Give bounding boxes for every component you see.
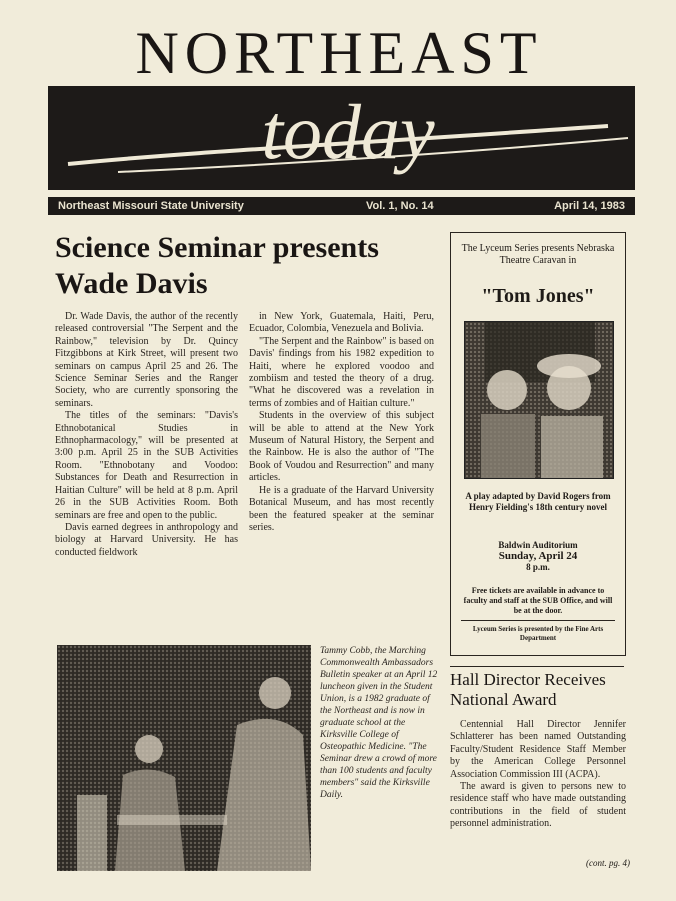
event-time: 8 p.m. xyxy=(526,562,550,572)
event-when xyxy=(461,540,615,573)
event-date: Sunday, April 24 xyxy=(498,550,578,562)
issue-date: April 14, 1983 xyxy=(554,200,625,212)
script-swoosh-graphic xyxy=(48,86,635,190)
lead-column-1 xyxy=(55,311,238,559)
lead-headline: Science Seminar presents Wade Davis xyxy=(55,231,379,300)
event-divider xyxy=(461,620,615,621)
speaker-photo-caption: Tammy Cobb, the Marching Commonwealth Ambassadors Bulletin speaker at an April 12 luncheon given in the Student Union, is a 1982 graduate of the Northeast and is now in graduate school at the Kirksville College of Osteopathic Medicine. "The Seminar drew a crowd of more than 100 students and faculty members" said the Kirksville Daily. xyxy=(320,646,438,800)
hall-story-body xyxy=(450,719,626,831)
lead-column-2 xyxy=(249,311,434,534)
lead-paragraph: The titles of the seminars: "Davis's Ethnobotanical Studies in Ethnopharmacology," will be presented at 3:00 p.m. April 25 in the SUB Activities Room. "Ethnobotany and Voodoo: Substances for Death and Resurrection in Haitian Culture" will be held at 8 p.m. April 26 in the SUB Activities Room. Both seminars are free and open to the public. xyxy=(55,410,238,521)
event-caption: A play adapted by David Rogers from Henry Fielding's 18th century novel xyxy=(465,491,611,512)
event-intro: The Lyceum Series presents Nebraska Theatre Caravan in xyxy=(461,243,615,266)
institution-name: Northeast Missouri State University xyxy=(58,200,244,212)
event-tickets: Free tickets are available in advance to faculty and staff at the SUB Office, and will be at the door. xyxy=(463,586,613,615)
masthead-script-word: today xyxy=(261,88,435,175)
lead-paragraph: "The Serpent and the Rainbow" is based on Davis' findings from his 1982 expedition to Haiti, where he explored voodoo and zombiism and tested the theory of a drug. "What he discovered was a revelation in terms of zombies and of Haitian culture." xyxy=(249,335,434,409)
hall-paragraph: The award is given to persons new to residence staff who have made outstanding contributions in the field of student personnel administration. xyxy=(450,781,626,830)
lead-paragraph: He is a graduate of the Harvard University Botanical Museum, and has most recently been the featured speaker at the seminar series. xyxy=(249,484,434,533)
issue-volume: Vol. 1, No. 14 xyxy=(366,200,434,212)
event-photo xyxy=(464,321,614,479)
lead-paragraph: in New York, Guatemala, Haiti, Peru, Ecuador, Colombia, Venezuela and Bolivia. xyxy=(249,311,434,335)
masthead-title: NORTHEAST xyxy=(135,20,543,86)
hall-story-continued: (cont. pg. 4) xyxy=(586,858,630,868)
lead-paragraph: Dr. Wade Davis, the author of the recently released controversial "The Serpent and the Rainbow," television by Dr. Quincy Fitzgibbons at Kirk Street, will present two seminars on campus April 25 and 26. The Science Seminar Series and the Ranger Society, who are currently sponsoring the seminars. xyxy=(55,311,238,409)
hall-story-headline: Hall Director Receives National Award xyxy=(450,670,606,709)
hall-story-rule xyxy=(450,666,624,667)
speaker-photo xyxy=(57,645,311,871)
masthead-band xyxy=(48,86,635,190)
masthead-infobar xyxy=(48,197,635,215)
event-title: "Tom Jones" xyxy=(481,285,595,307)
event-sponsor: Lyceum Series is presented by the Fine Arts Department xyxy=(472,625,604,642)
event-announcement-box xyxy=(450,232,626,656)
event-venue: Baldwin Auditorium xyxy=(498,540,578,550)
lead-paragraph: Davis earned degrees in anthropology and biology at Harvard University. He has conducted fieldwork xyxy=(55,521,238,558)
hall-paragraph: Centennial Hall Director Jennifer Schlatterer has been named Outstanding Faculty/Student Residence Staff Member by the American College Personnel Association Commission III (ACPA). xyxy=(450,719,626,780)
lead-paragraph: Students in the overview of this subject will be able to attend at the New York Museum of Natural History, the Serpent and the Rainbow. He is also the author of "The Book of Voudou and Resurrection" and many articles. xyxy=(249,410,434,484)
